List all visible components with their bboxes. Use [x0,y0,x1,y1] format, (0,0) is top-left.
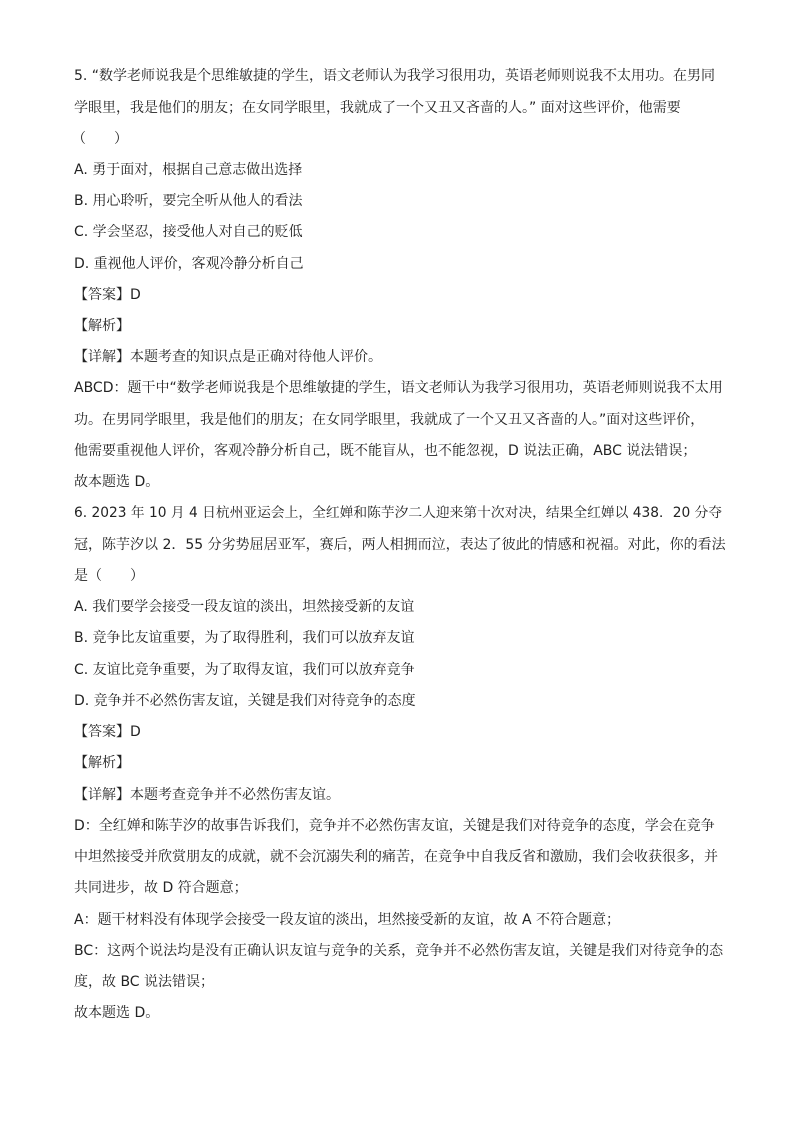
question-5-detail: 【详解】本题考查的知识点是正确对待他人评价。 [74,349,382,365]
question-5-analysis-label: 【解析】 [74,318,130,334]
question-5-option-c: C. 学会坚忍，接受他人对自己的贬低 [74,224,303,240]
question-5-explanation-line-2: 功。在男同学眼里，我是他们的朋友；在女同学眼里，我就成了一个又丑又吝啬的人。”面对这些评价， [74,412,705,428]
question-6-stem-line-3: 是（ ） [74,568,144,584]
question-5-option-a: A. 勇于面对，根据自己意志做出选择 [74,162,303,178]
question-6-conclusion: 故本题选 D。 [74,1005,160,1021]
question-6-explanation-line-1: D：全红婵和陈芋汐的故事告诉我们，竞争并不必然伤害友谊，关键是我们对待竞争的态度，学会在竞争 [74,818,715,834]
question-6-stem-line-2: 冠，陈芋汐以 2．55 分劣势屈居亚军，赛后，两人相拥而泣，表达了彼此的情感和祝福。对此，你的看法 [74,537,726,553]
question-5-stem-line-3: （ ） [72,131,128,147]
question-5-stem-line-1: 5. “数学老师说我是个思维敏捷的学生，语文老师认为我学习很用功，英语老师则说我不太用功。在男同 [74,68,716,84]
question-6-explanation-line-3: 共同进步，故 D 符合题意； [74,880,248,896]
question-6-explanation-line-6: 度，故 BC 说法错误； [74,974,215,990]
question-6-option-a: A. 我们要学会接受一段友谊的淡出，坦然接受新的友谊 [74,599,415,615]
question-6-detail: 【详解】本题考查竞争并不必然伤害友谊。 [74,787,340,803]
question-6-option-c: C. 友谊比竞争重要，为了取得友谊，我们可以放弃竞争 [74,662,415,678]
question-6-explanation-line-5: BC：这两个说法均是没有正确认识友谊与竞争的关系，竞争并不必然伤害友谊，关键是我们对待竞争的态 [74,943,724,959]
question-5-answer: 【答案】D [74,287,141,303]
question-6-explanation-line-4: A：题干材料没有体现学会接受一段友谊的淡出，坦然接受新的友谊，故 A 不符合题意； [74,912,621,928]
question-5-conclusion: 故本题选 D。 [74,474,160,490]
question-5-option-b: B. 用心聆听，要完全听从他人的看法 [74,193,303,209]
question-6-stem-line-1: 6. 2023 年 10 月 4 日杭州亚运会上，全红婵和陈芋汐二人迎来第十次对决，结果全红婵以 438．20 分夺 [74,505,723,521]
question-5-explanation-line-1: ABCD：题干中“数学老师说我是个思维敏捷的学生，语文老师认为我学习很用功，英语老师则说我不太用 [74,380,723,396]
question-6-option-d: D. 竞争并不必然伤害友谊，关键是我们对待竞争的态度 [74,693,416,709]
question-5-stem-line-2: 学眼里，我是他们的朋友；在女同学眼里，我就成了一个又丑又吝啬的人。” 面对这些评价，他需要 [74,100,681,116]
question-6-answer: 【答案】D [74,724,141,740]
question-5-option-d: D. 重视他人评价，客观冷静分析自己 [74,256,304,272]
question-6-option-b: B. 竞争比友谊重要，为了取得胜利，我们可以放弃友谊 [74,630,415,646]
question-6-analysis-label: 【解析】 [74,755,130,771]
question-6-explanation-line-2: 中坦然接受并欣赏朋友的成就，就不会沉溺失利的痛苦，在竞争中自我反省和激励，我们会收获很多，并 [74,849,718,865]
question-5-explanation-line-3: 他需要重视他人评价，客观冷静分析自己，既不能盲从，也不能忽视，D 说法正确，ABC 说法错误； [74,443,697,459]
